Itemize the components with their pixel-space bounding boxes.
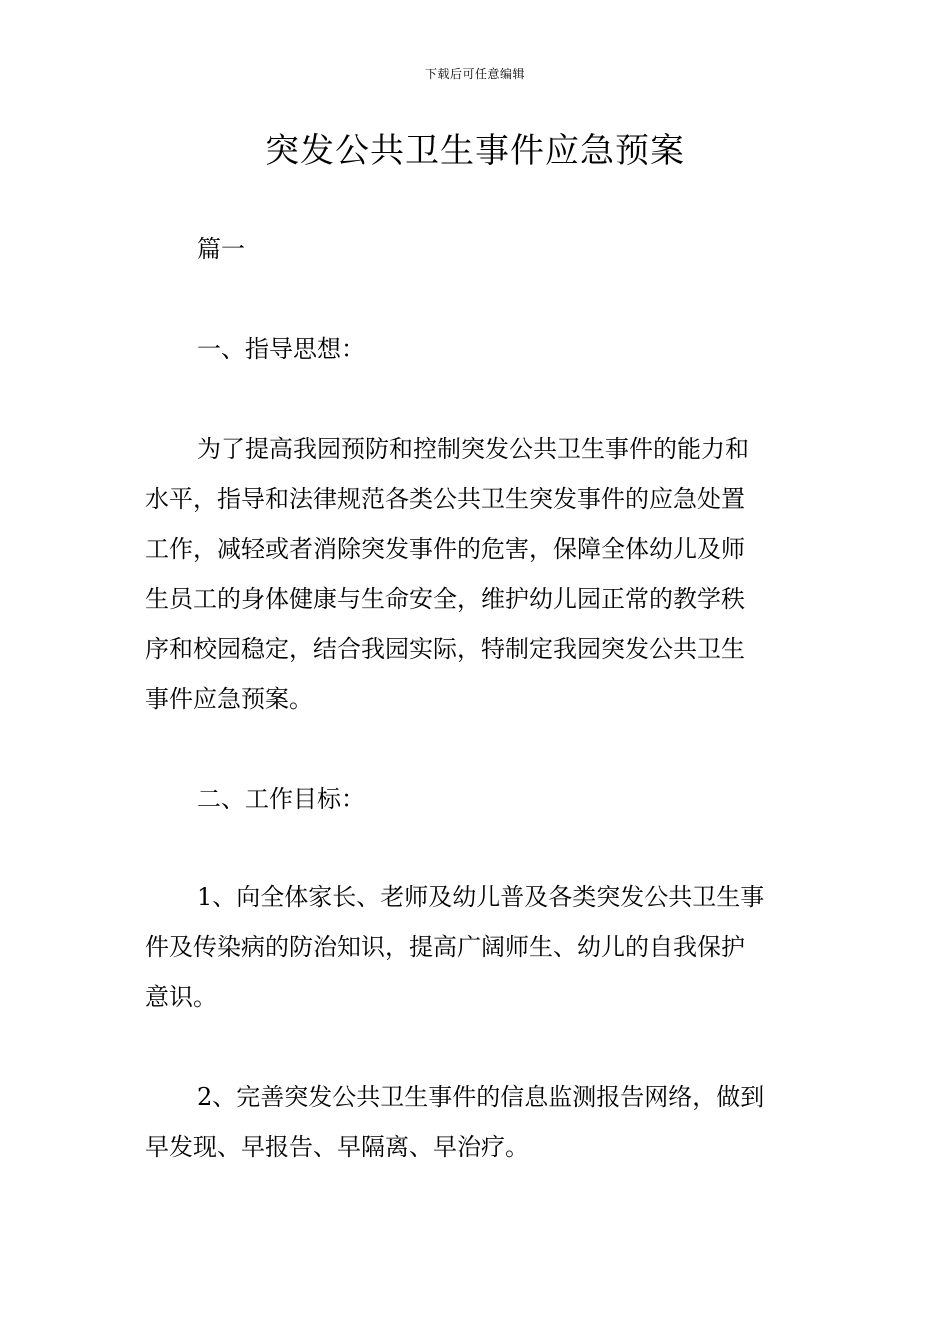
section2-heading: 二、工作目标： xyxy=(197,785,365,813)
header-note: 下载后可任意编辑 xyxy=(424,67,525,81)
paragraph-line: 2、完善突发公共卫生事件的信息监测报告网络，做到 xyxy=(197,1083,765,1111)
section1-heading-block xyxy=(145,324,810,374)
paragraph-line: 生员工的身体健康与生命安全，维护幼儿园正常的教学秩 xyxy=(145,585,745,613)
section2-item1 xyxy=(145,872,810,1022)
document-title: 突发公共卫生事件应急预案 xyxy=(265,131,685,171)
paragraph-line: 序和校园稳定，结合我园实际，特制定我园突发公共卫生 xyxy=(145,635,745,663)
section1-heading: 一、指导思想： xyxy=(197,335,365,363)
part-label: 篇一 xyxy=(197,235,245,263)
paragraph-line: 件及传染病的防治知识，提高广阔师生、幼儿的自我保护 xyxy=(145,933,745,961)
section1-paragraph xyxy=(145,424,810,724)
paragraph-line: 水平，指导和法律规范各类公共卫生突发事件的应急处置 xyxy=(145,485,745,513)
paragraph-line: 为了提高我园预防和控制突发公共卫生事件的能力和 xyxy=(197,435,749,463)
paragraph-line: 事件应急预案。 xyxy=(145,685,313,713)
section2-heading-block xyxy=(145,774,810,824)
paragraph-line: 早发现、早报告、早隔离、早治疗。 xyxy=(145,1133,529,1161)
paragraph-line: 意识。 xyxy=(145,983,217,1011)
paragraph-line: 工作，减轻或者消除突发事件的危害，保障全体幼儿及师 xyxy=(145,535,745,563)
section2-item2 xyxy=(145,1072,810,1172)
part-label-block xyxy=(145,224,810,274)
paragraph-line: 1、向全体家长、老师及幼儿普及各类突发公共卫生事 xyxy=(197,883,765,911)
